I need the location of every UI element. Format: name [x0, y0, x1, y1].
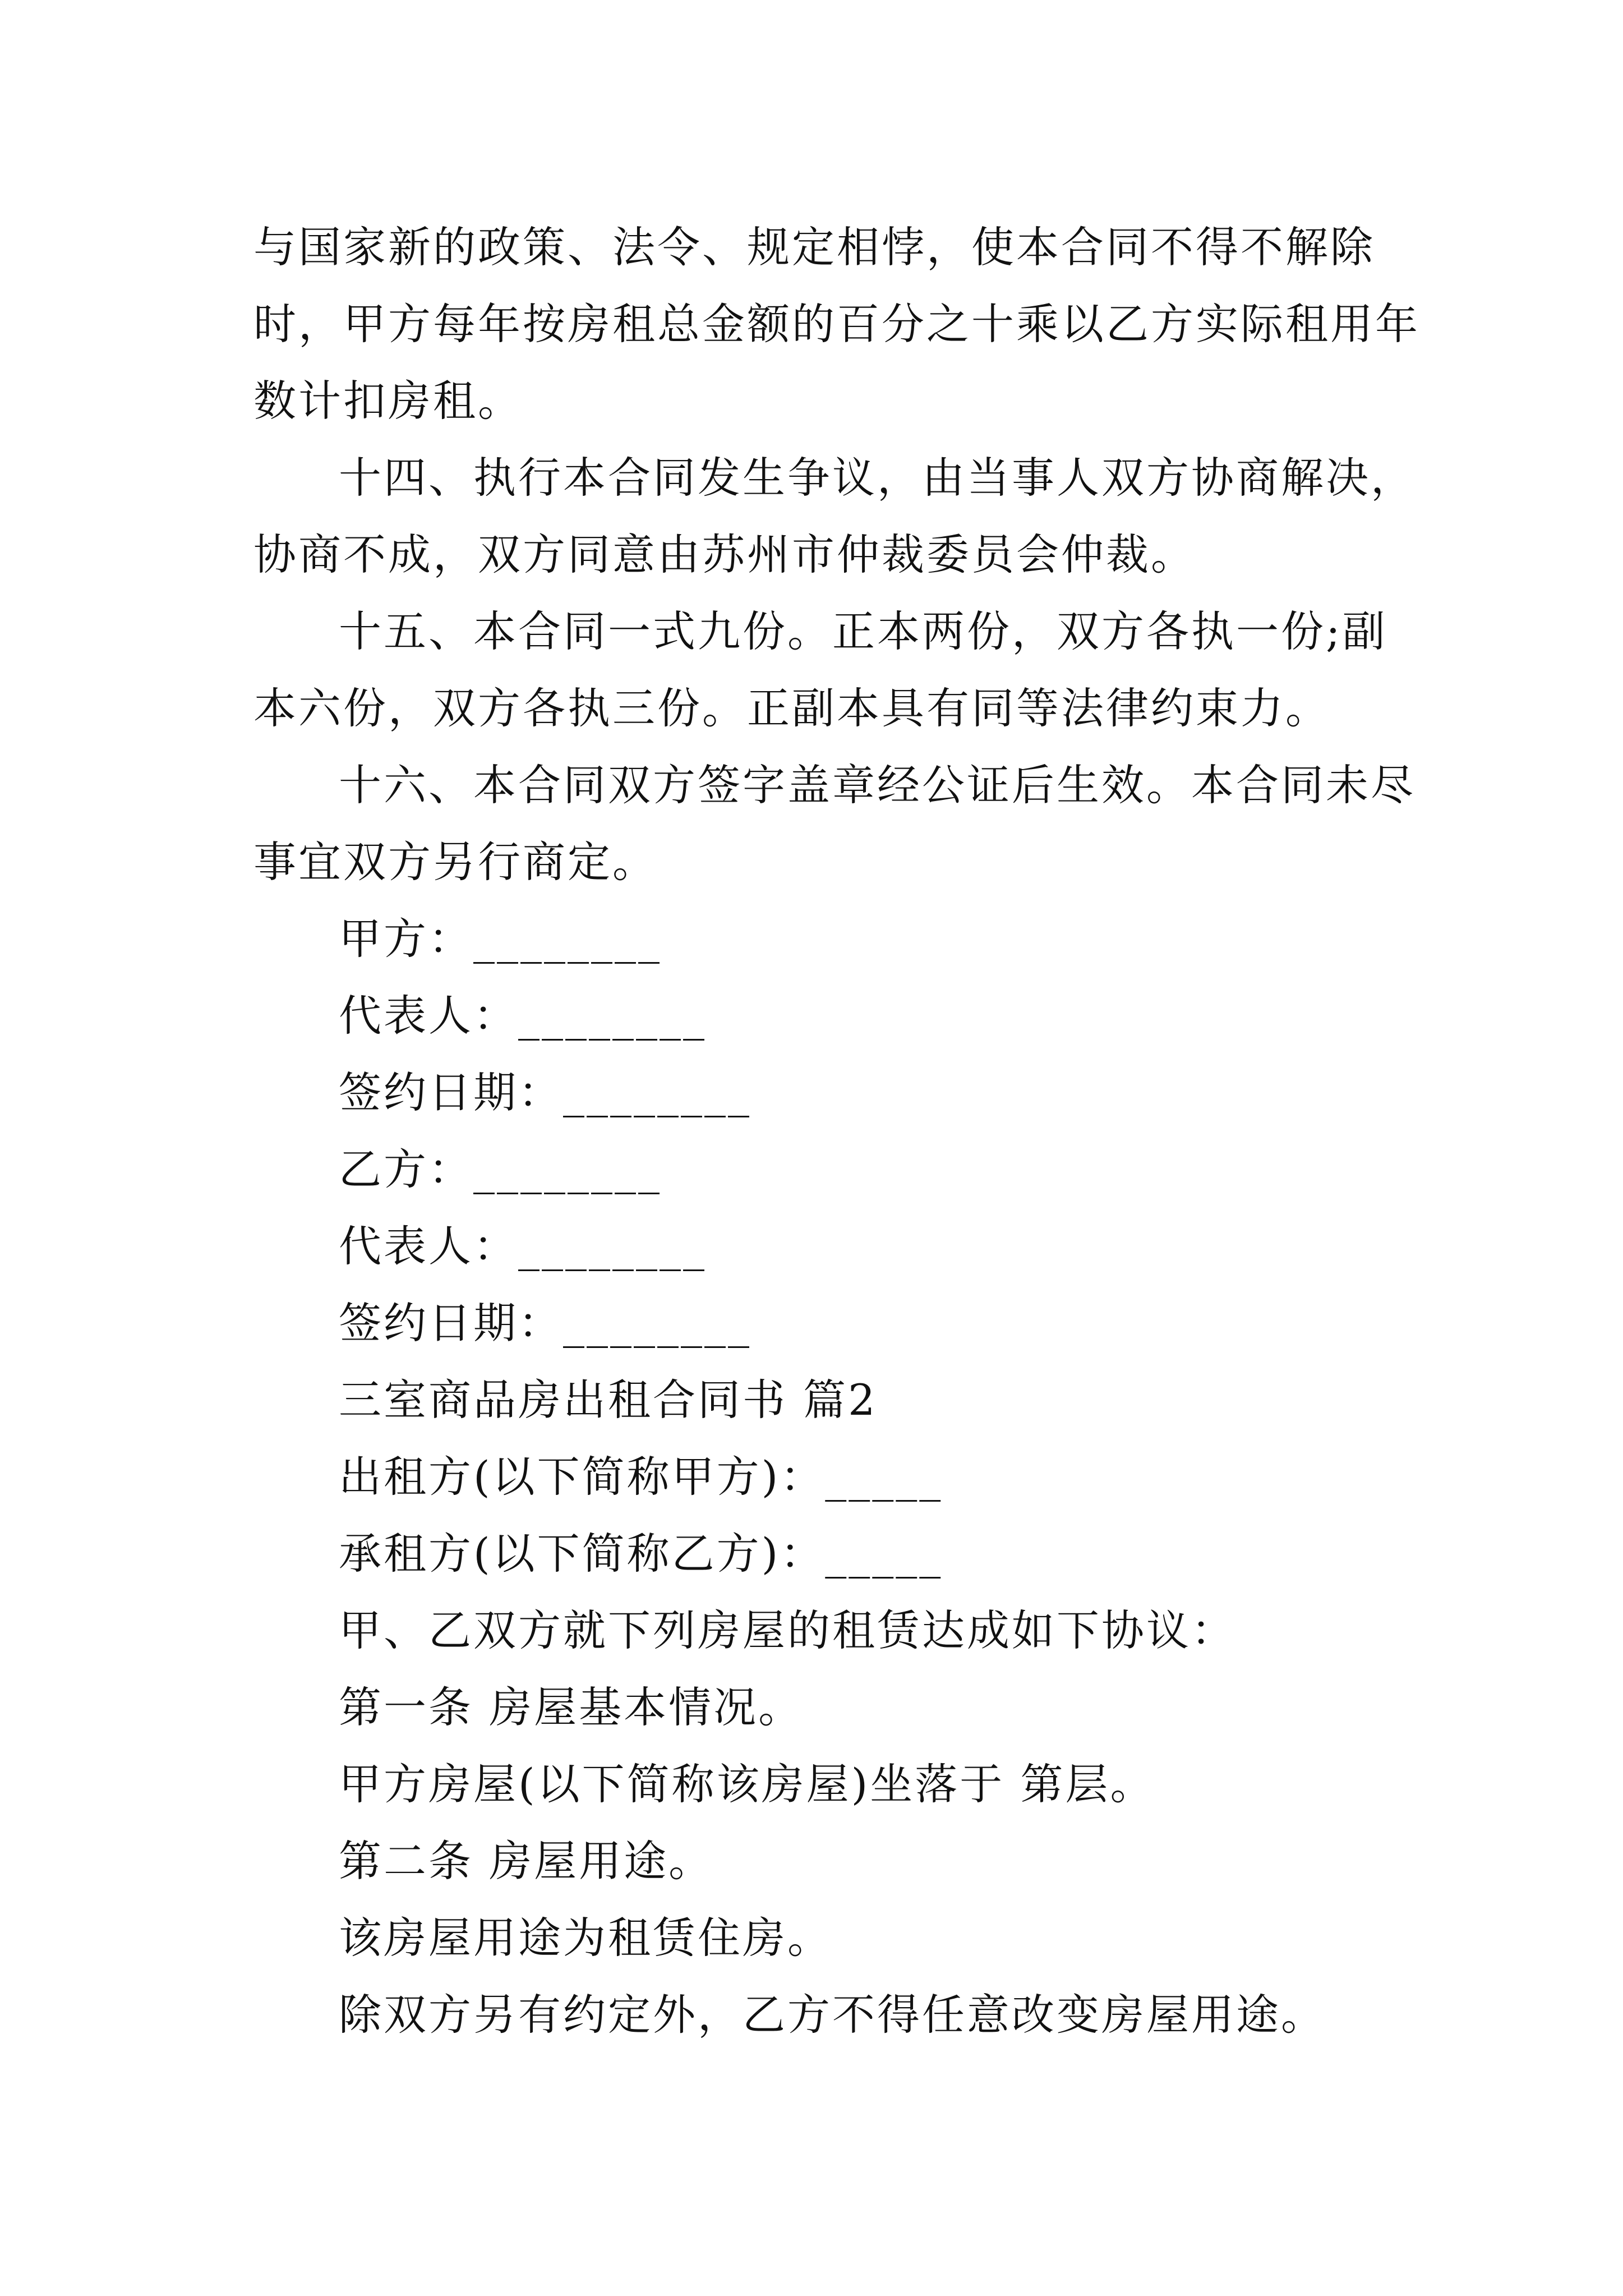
- article-2-heading: 第二条 房屋用途。: [339, 1836, 714, 1886]
- paragraph-clause-16: 十六、本合同双方签字盖章经公证后生效。本合同未尽事宜双方另行商定。: [253, 760, 1415, 887]
- article-2-restriction: 除双方另有约定外，乙方不得任意改变房屋用途。: [339, 1990, 1326, 2040]
- signature-representative-b: 代表人：________: [339, 1221, 707, 1271]
- signature-representative-a: 代表人：________: [339, 991, 707, 1041]
- article-1-location: 甲方房屋(以下简称该房屋)坐落于 第层。: [339, 1759, 1155, 1809]
- paragraph-continuation: 与国家新的政策、法令、规定相悖，使本合同不得不解除时，甲方每年按房租总金额的百分之十乘以乙方实际租用年数计扣房租。: [253, 222, 1420, 426]
- contract-lessor: 出租方(以下简称甲方)：_____: [339, 1452, 943, 1502]
- document-body: [253, 209, 1420, 2053]
- paragraph-clause-14: 十四、执行本合同发生争议，由当事人双方协商解决，协商不成，双方同意由苏州市仲裁委员会仲裁。: [253, 453, 1415, 579]
- signature-date-a: 签约日期：________: [339, 1068, 751, 1117]
- paragraph-clause-15: 十五、本合同一式九份。正本两份，双方各执一份;副本六份，双方各执三份。正副本具有同等法律约束力。: [253, 606, 1387, 733]
- signature-party-b: 乙方：________: [339, 1144, 662, 1194]
- article-1-heading: 第一条 房屋基本情况。: [339, 1682, 804, 1732]
- signature-party-a: 甲方：________: [339, 914, 662, 964]
- section-title: 三室商品房出租合同书 篇2: [339, 1375, 878, 1425]
- signature-date-b: 签约日期：________: [339, 1298, 751, 1348]
- contract-lessee: 承租方(以下简称乙方)：_____: [339, 1529, 943, 1579]
- contract-agreement-intro: 甲、乙双方就下列房屋的租赁达成如下协议：: [339, 1605, 1236, 1655]
- article-2-usage: 该房屋用途为租赁住房。: [339, 1913, 832, 1963]
